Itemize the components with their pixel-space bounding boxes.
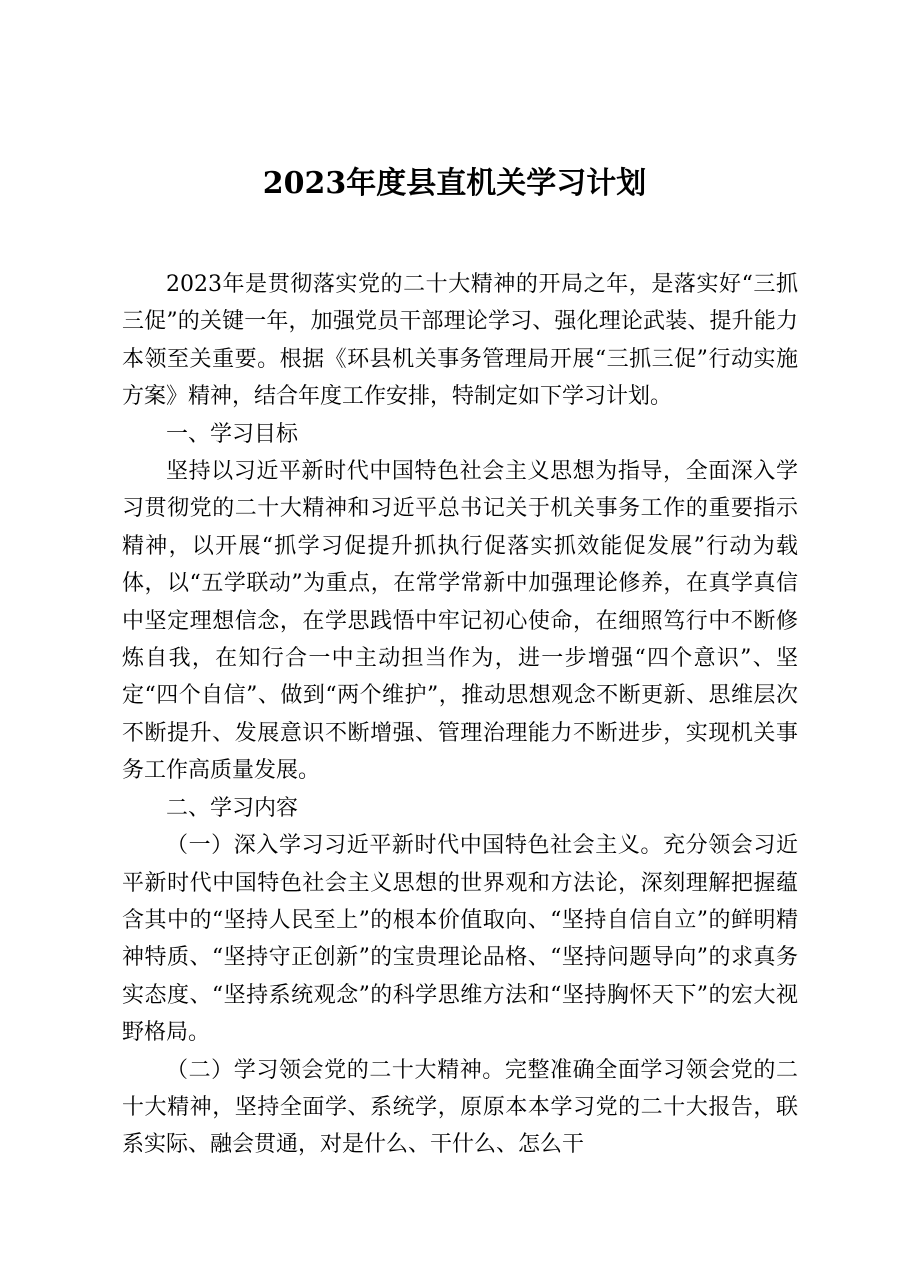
- section-heading-goals: 一、学习目标: [166, 421, 299, 447]
- paragraph-intro: 2023年是贯彻落实党的二十大精神的开局之年，是落实好“三抓三促”的关键一年，加强党员干部理论学习、强化理论武装、提升能力本领至关重要。根据《环县机关事务管理局开展“三抓三促”行动实施方案》精神，结合年度工作安排，特制定如下学习计划。: [122, 272, 798, 410]
- paragraph-content-1: （一）深入学习习近平新时代中国特色社会主义。充分领会习近平新时代中国特色社会主义思想的世界观和方法论，深刻理解把握蕴含其中的“坚持人民至上”的根本价值取向、“坚持自信自立”的鲜明精神特质、“坚持守正创新”的宝贵理论品格、“坚持问题导向”的求真务实态度、“坚持系统观念”的科学思维方法和“坚持胸怀天下”的宏大视野格局。: [122, 833, 798, 1046]
- paragraph-goals: 坚持以习近平新时代中国特色社会主义思想为指导，全面深入学习贯彻党的二十大精神和习近平总书记关于机关事务工作的重要指示精神，以开展“抓学习促提升抓执行促落实抓效能促发展”行动为载体，以“五学联动”为重点，在常学常新中加强理论修养，在真学真信中坚定理想信念，在学思践悟中牢记初心使命，在细照笃行中不断修炼自我，在知行合一中主动担当作为，进一步增强“四个意识”、坚定“四个自信”、做到“两个维护”，推动思想观念不断更新、思维层次不断提升、发展意识不断增强、管理治理能力不断进步，实现机关事务工作高质量发展。: [122, 459, 798, 784]
- document-body: [122, 266, 798, 1164]
- document-title: 2023年度县直机关学习计划: [262, 166, 647, 201]
- paragraph-content-2: （二）学习领会党的二十大精神。完整准确全面学习领会党的二十大精神，坚持全面学、系统学，原原本本学习党的二十大报告，联系实际、融会贯通，对是什么、干什么、怎么干: [122, 1057, 798, 1158]
- section-heading-content: 二、学习内容: [166, 795, 299, 821]
